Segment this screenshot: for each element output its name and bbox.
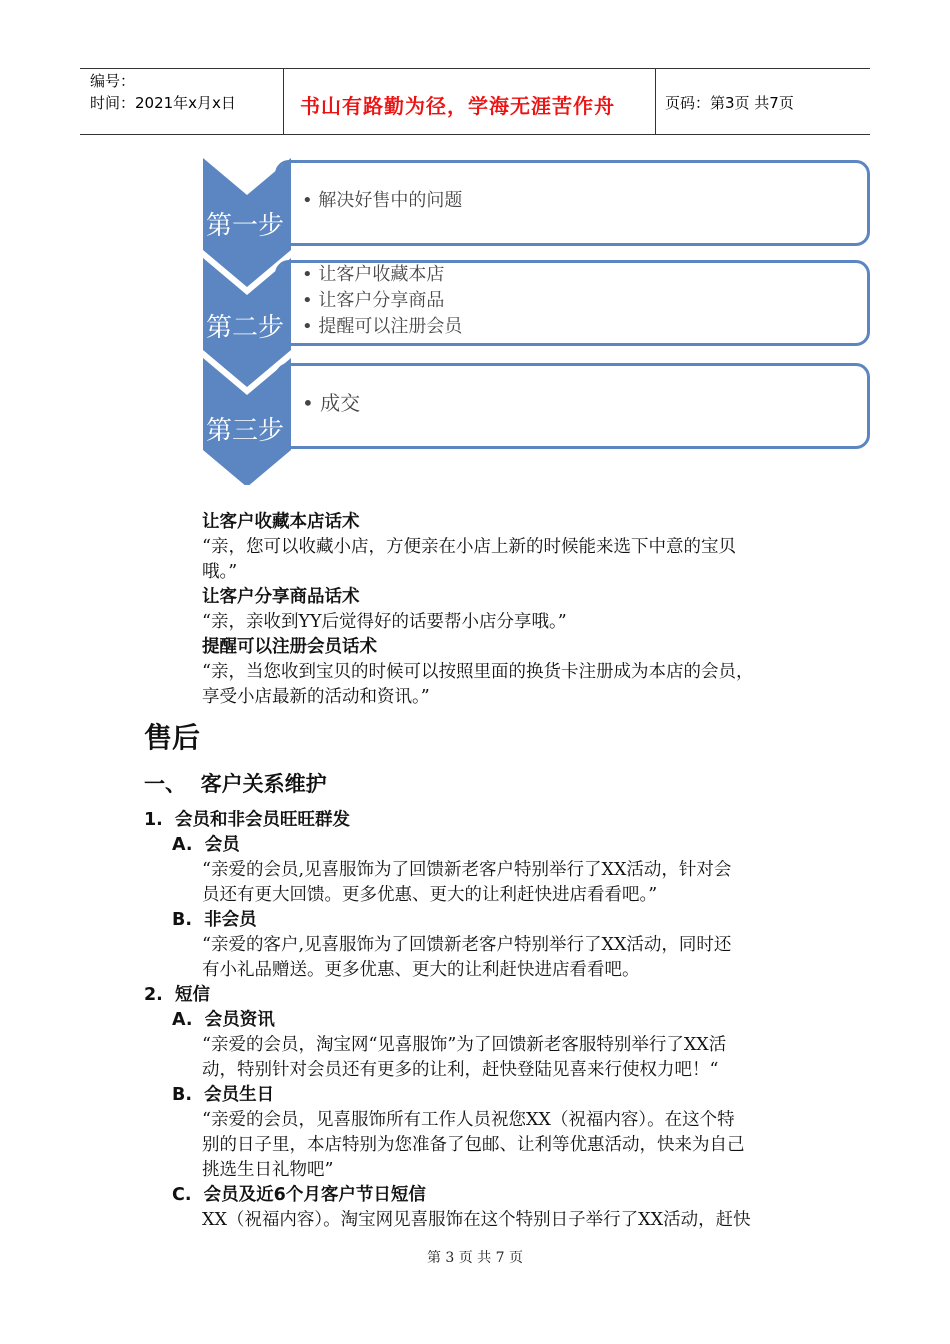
step-3-label: 第三步 [206, 416, 285, 446]
item-1a-label: A. 会员 [172, 835, 240, 855]
item-2a-label: A. 会员资讯 [172, 1010, 275, 1030]
step-2-list [302, 262, 462, 340]
page-info: 页码：第3页 共7页 [665, 94, 794, 112]
item-1b-line2: 有小礼品赠送。更多优惠、更大的让利赶快进店看看吧。 [202, 960, 640, 980]
list-item: • 成交 [302, 391, 361, 415]
member-line1: “亲，当您收到宝贝的时候可以按照里面的换货卡注册成为本店的会员， [202, 662, 754, 682]
item-2b-line3: 挑选生日礼物吧” [202, 1160, 334, 1180]
item-2b-line2: 别的日子里，本店特别为您准备了包邮、让利等优惠活动，快来为自己 [202, 1135, 745, 1155]
member-title: 提醒可以注册会员话术 [202, 637, 377, 657]
number-label: 编号： [90, 72, 136, 90]
item-2a-line1: “亲爱的会员，淘宝网“见喜服饰”为了回馈新老客服特别举行了XX活 [202, 1035, 727, 1055]
item-2c-line1: XX（祝福内容）。淘宝网见喜服饰在这个特别日子举行了XX活动，赶快 [202, 1210, 751, 1230]
item-2: 2. 短信 [144, 985, 211, 1005]
item-2a-line2: 动，特别针对会员还有更多的让利，赶快登陆见喜来行使权力吧！“ [202, 1060, 719, 1080]
header-meta [90, 70, 236, 114]
item-2c-label: C. 会员及近6个月客户节日短信 [172, 1185, 426, 1205]
share-line1: “亲，亲收到YY后觉得好的话要帮小店分享哦。” [202, 612, 567, 632]
member-line2: 享受小店最新的活动和资讯。” [202, 687, 430, 707]
step-1-list [302, 188, 462, 214]
fav-line1: “亲，您可以收藏小店，方便亲在小店上新的时候能来选下中意的宝贝 [202, 537, 736, 557]
item-1: 1. 会员和非会员旺旺群发 [144, 810, 351, 830]
time-label: 时间：2021年x月x日 [90, 94, 236, 112]
item-1a-line1: “亲爱的会员,见喜服饰为了回馈新老客户特别举行了XX活动，针对会 [202, 860, 732, 880]
aftersale-title: 售后 [144, 721, 201, 754]
list-item: • 让客户收藏本店 [302, 264, 445, 285]
item-2b-line1: “亲爱的会员，见喜服饰所有工作人员祝您XX（祝福内容）。在这个特 [202, 1110, 735, 1130]
item-1a-line2: 员还有更大回馈。更多优惠、更大的让利赶快进店看看吧。” [202, 885, 658, 905]
fav-line2: 哦。” [202, 562, 238, 582]
section-1-title: 一、 客户关系维护 [144, 772, 327, 796]
step-3-box [275, 363, 870, 449]
share-title: 让客户分享商品话术 [202, 587, 360, 607]
step-1-label: 第一步 [206, 211, 285, 241]
list-item: • 让客户分享商品 [302, 290, 445, 311]
list-item: • 提醒可以注册会员 [302, 316, 463, 337]
item-1b-line1: “亲爱的客户,见喜服饰为了回馈新老客户特别举行了XX活动，同时还 [202, 935, 732, 955]
fav-title: 让客户收藏本店话术 [202, 512, 360, 532]
item-2b-label: B. 会员生日 [172, 1085, 275, 1105]
step-2-label: 第二步 [206, 313, 285, 343]
step-3-list [302, 390, 360, 416]
item-1b-label: B. 非会员 [172, 910, 257, 930]
page-footer: 第 3 页 共 7 页 [426, 1250, 524, 1266]
motto: 书山有路勤为径，学海无涯苦作舟 [300, 94, 615, 118]
list-item: • 解决好售中的问题 [302, 190, 463, 211]
